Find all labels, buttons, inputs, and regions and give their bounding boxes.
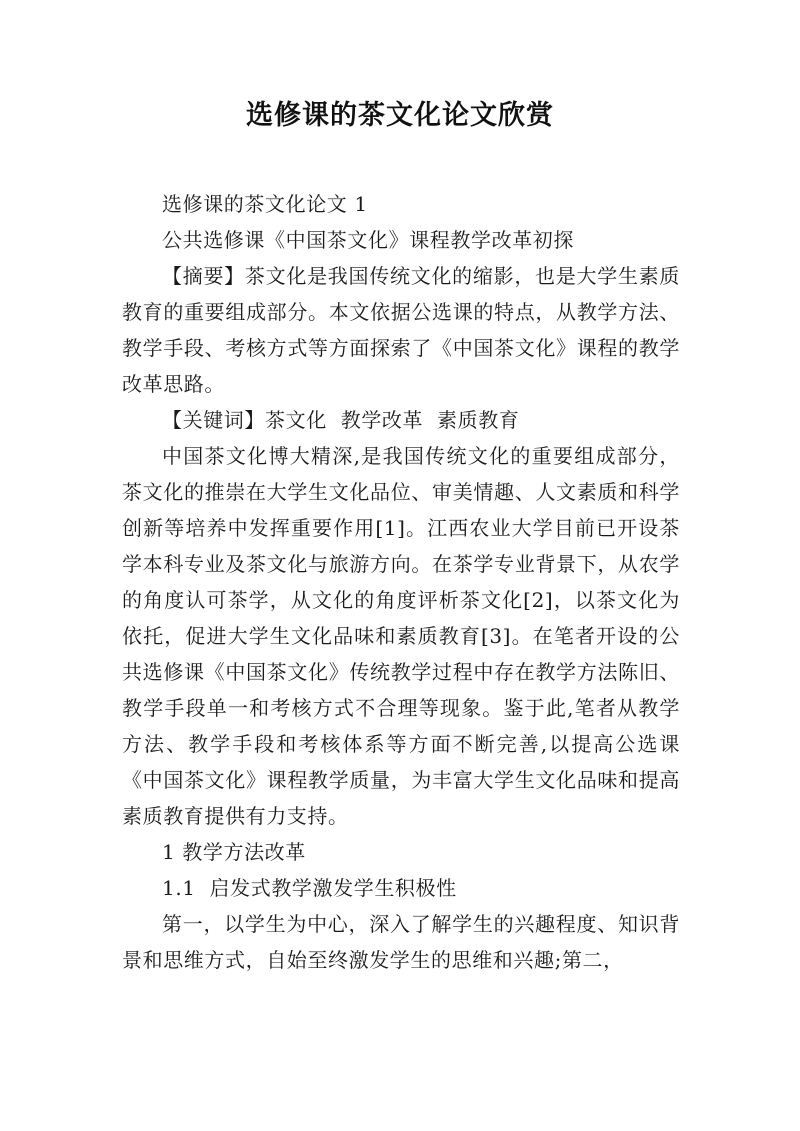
- abstract-paragraph: 【摘要】茶文化是我国传统文化的缩影，也是大学生素质教育的重要组成部分。本文依据公选课的特点，从教学方法、教学手段、考核方式等方面探索了《中国茶文化》课程的教学改革思路。: [122, 264, 680, 396]
- document-title: 选修课的茶文化论文欣赏: [246, 100, 554, 131]
- intro-paragraph: 中国茶文化博大精深,是我国传统文化的重要组成部分，茶文化的推崇在大学生文化品位、审美情趣、人文素质和科学创新等培养中发挥重要作用[1]。江西农业大学目前已开设茶学本科专业及茶文化与旅游方向。在茶学专业背景下，从农学的角度认可茶学，从文化的角度评析茶文化[2]，以茶文化为依托，促进大学生文化品味和素质教育[3]。在笔者开设的公共选修课《中国茶文化》传统教学过程中存在教学方法陈旧、教学手段单一和考核方式不合理等现象。鉴于此,笔者从教学方法、教学手段和考核体系等方面不断完善,以提高公选课《中国茶文化》课程教学质量，为丰富大学生文化品味和提高素质教育提供有力支持。: [122, 444, 680, 828]
- body-paragraph: 第一，以学生为中心，深入了解学生的兴趣程度、知识背景和思维方式，自始至终激发学生的思维和兴趣;第二，: [122, 912, 680, 972]
- section-heading: 选修课的茶文化论文 1: [162, 192, 368, 216]
- keywords-line: 【关键词】茶文化 教学改革 素质教育: [162, 408, 520, 432]
- document-body: [122, 186, 680, 978]
- sub-subsection-heading: 1.1 启发式教学激发学生积极性: [162, 876, 457, 900]
- paper-title: 公共选修课《中国茶文化》课程教学改革初探: [162, 228, 574, 252]
- subsection-heading: 1 教学方法改革: [162, 840, 306, 864]
